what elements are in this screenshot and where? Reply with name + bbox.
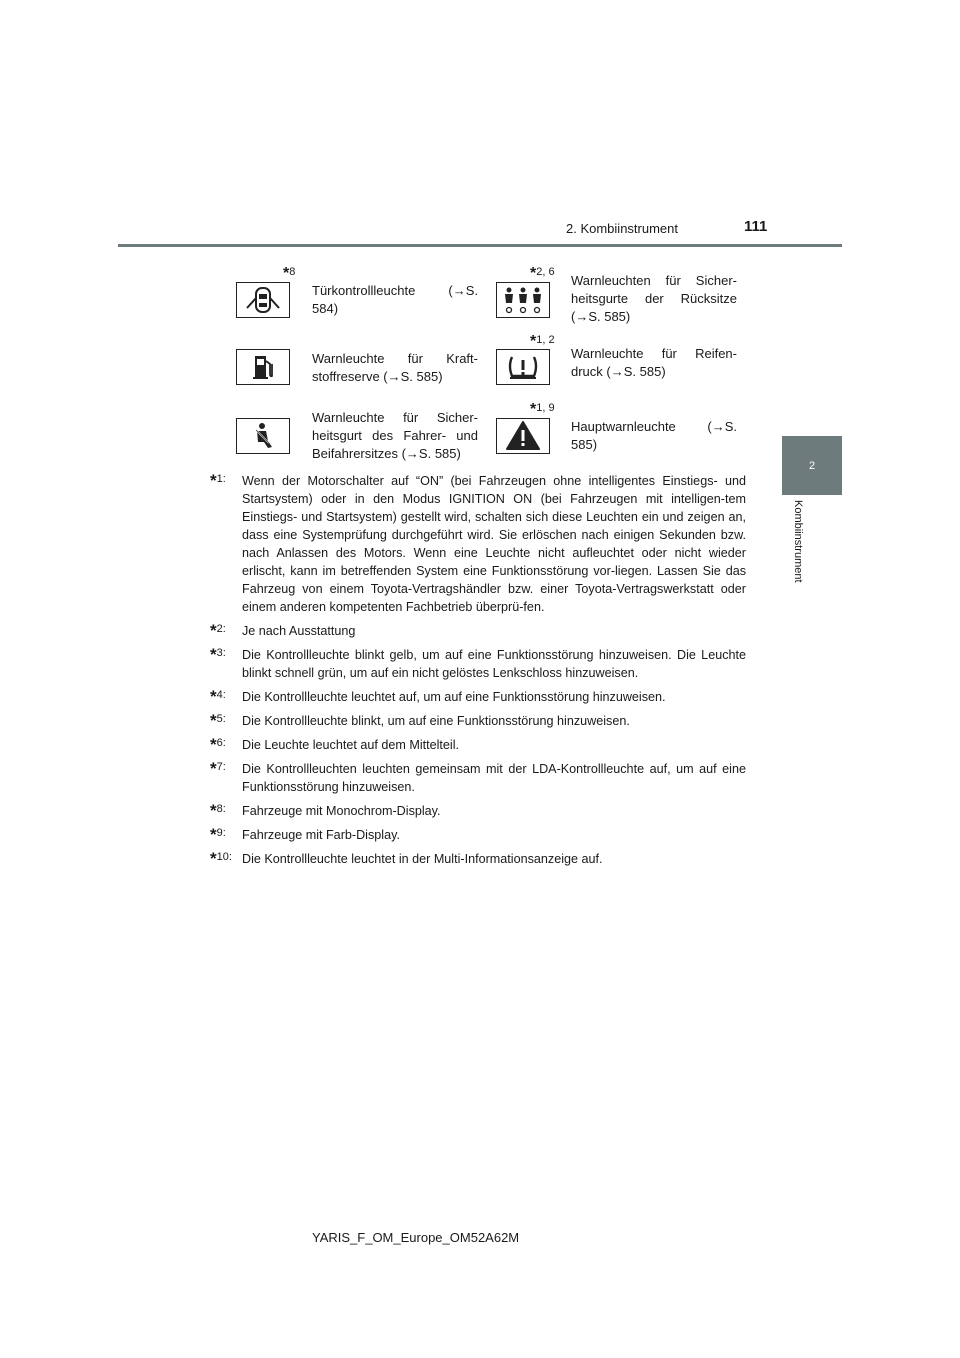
indicator-description: Hauptwarnleuchte (→S. 585) (571, 419, 737, 452)
indicator-description: Warnleuchte für Reifen-druck (→S. 585) (571, 346, 737, 379)
footnote: *5: Die Kontrollleuchte blinkt, um auf eine Funktionsstörung hinzuweisen. (210, 711, 630, 730)
rear-seatbelt-icon (496, 282, 550, 318)
indicator-description: Warnleuchte für Sicher-heitsgurt des Fahrer- und Beifahrersitzes (→S. 585) (312, 410, 478, 461)
tire-pressure-icon (496, 349, 550, 385)
document-code: YARIS_F_OM_Europe_OM52A62M (312, 1230, 520, 1245)
footnote-marker: *2, 6 (530, 265, 555, 282)
footnotes (210, 472, 746, 874)
chapter-label: Kombiinstrument (792, 500, 804, 583)
chapter-tab (782, 436, 842, 495)
footnote: *2: Je nach Ausstattung (210, 621, 356, 640)
footnote: *1: Wenn der Motorschalter auf “ON” (bei Fahrzeugen ohne intelligentes Einstiegs- und Startsystem) oder in den Modus IGNITION ON (bei Fahrzeugen mit intelligen-tem Einstiegs- und Startsystem) gestellt wird, schalten sich diese Leuchten ein und zeigen an, dass eine Systemprüfung durchgeführt wird. Sie erlöschen nach einigen Sekunden bzw. nach Anlassen des Motors. Wenn eine Leuchte nicht aufleuchtet oder nicht wieder erlischt, kann im betreffenden System eine Funktionsstörung vor-liegen. Lassen Sie das Fahrzeug von einem Toyota-Vertragshändler bzw. einer Toyota-Vertragswerkstatt oder einem anderen kompetenten Fachbetrieb überprü-fen. (210, 471, 746, 614)
door-open-icon (236, 282, 290, 318)
seatbelt-icon (236, 418, 290, 454)
footnote: *3: Die Kontrollleuchte blinkt gelb, um auf eine Funktionsstörung hinzuweisen. Die Leuchte blinkt schnell grün, um auf ein nicht gelöstes Lenkschloss hinzuweisen. (210, 645, 746, 680)
footnote: *6: Die Leuchte leuchtet auf dem Mittelteil. (210, 735, 460, 754)
footnote: *9: Fahrzeuge mit Farb-Display. (210, 825, 400, 844)
footnote: *4: Die Kontrollleuchte leuchtet auf, um auf eine Funktionsstörung hinzuweisen. (210, 687, 666, 706)
indicator-description: Warnleuchten für Sicher-heitsgurte der Rücksitze (→S. 585) (571, 273, 737, 324)
section-title: 2. Kombiinstrument (566, 221, 678, 236)
page-number: 111 (744, 218, 768, 235)
master-warning-icon (496, 418, 550, 454)
footnote: *10: Die Kontrollleuchte leuchtet in der Multi-Informationsanzeige auf. (210, 849, 603, 868)
footnote: *7: Die Kontrollleuchten leuchten gemeinsam mit der LDA-Kontrollleuchte auf, um auf eine Funktionsstörung hinzuweisen. (210, 759, 746, 794)
chapter-number: 2 (808, 459, 816, 472)
indicator-description: Türkontrollleuchte (→S. 584) (312, 283, 478, 316)
footnote-marker: *8 (283, 265, 296, 282)
fuel-pump-icon (236, 349, 290, 385)
header-divider (118, 244, 842, 247)
indicator-description: Warnleuchte für Kraft-stoffreserve (→S. 585) (312, 351, 478, 384)
footnote: *8: Fahrzeuge mit Monochrom-Display. (210, 801, 441, 820)
footnote-marker: *1, 9 (530, 401, 555, 418)
footnote-marker: *1, 2 (530, 333, 555, 350)
